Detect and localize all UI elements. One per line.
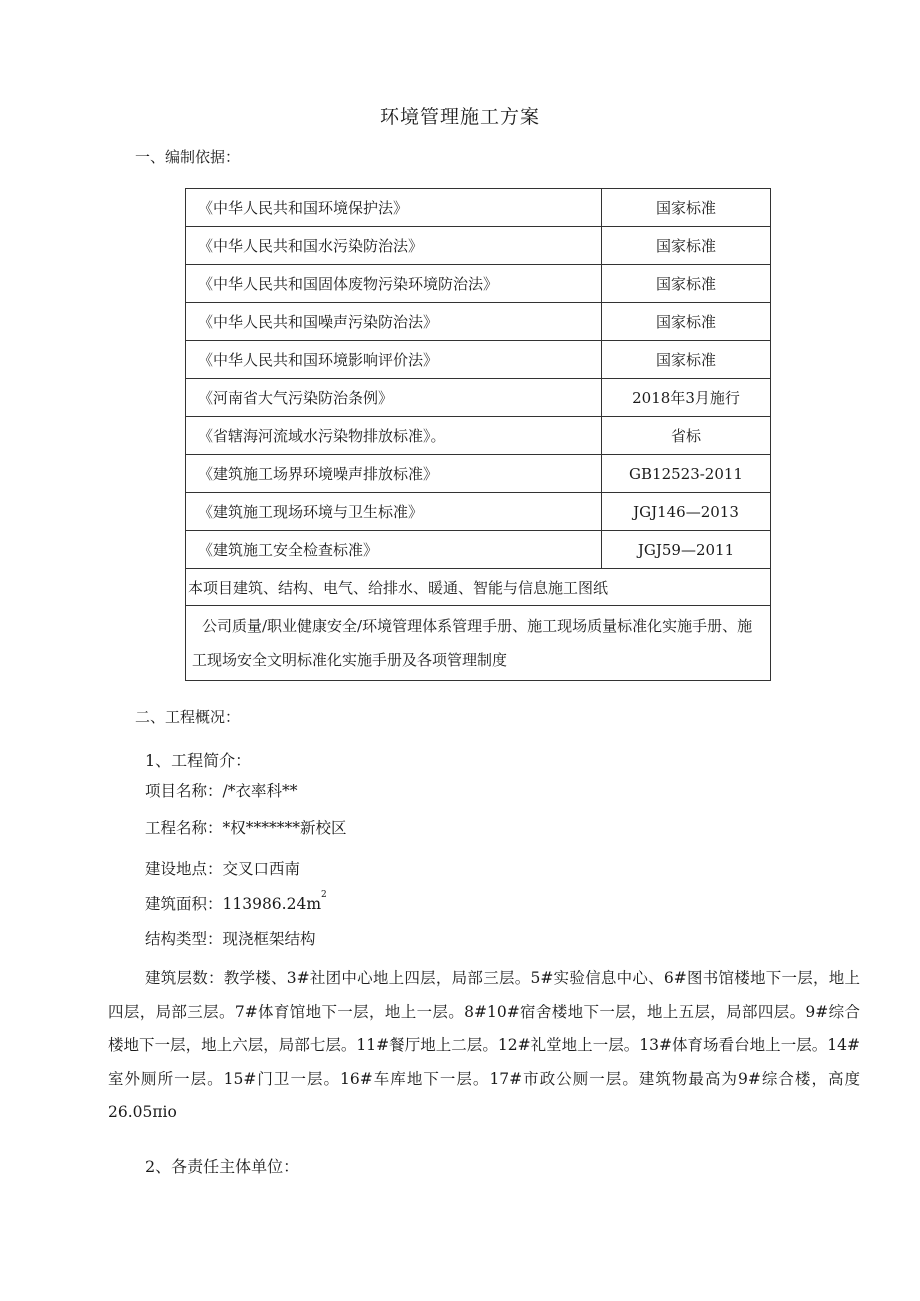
drawings-cell: 本项目建筑、结构、电气、给排水、暖通、智能与信息施工图纸 bbox=[186, 569, 771, 606]
standard-cell: GB12523-2011 bbox=[602, 455, 771, 493]
section-heading-overview: 二、工程概况： bbox=[135, 708, 241, 726]
section-heading-basis: 一、编制依据： bbox=[135, 148, 241, 166]
standard-cell: JGJ146—2013 bbox=[602, 493, 771, 531]
law-cell: 《河南省大气污染防治条例》 bbox=[186, 379, 602, 417]
floors-paragraph: 建筑层数：教学楼、3#社团中心地上四层，局部三层。5#实验信息中心、6#图书馆楼地下一层，地上四层，局部三层。7#体育馆地下一层，地上一层。8#10#宿舍楼地下一层，地上五层，局部四层。9#综合楼地下一层，地上六层，局部七层。11#餐厅地上二层。12#礼堂地上一层。13#体育场看台地上一层。14#室外厕所一层。15#门卫一层。16#车库地下一层。17#市政公厕一层。建筑物最高为9#综合楼，高度26.05πio bbox=[108, 969, 860, 1121]
structure-type: 结构类型：现浇框架结构 bbox=[145, 930, 316, 948]
standard-cell: 2018年3月施行 bbox=[602, 379, 771, 417]
standard-cell: JGJ59—2011 bbox=[602, 531, 771, 569]
standard-cell: 国家标准 bbox=[602, 227, 771, 265]
law-cell: 《中华人民共和国水污染防治法》 bbox=[186, 227, 602, 265]
building-area-value: 建筑面积：113986.24m bbox=[145, 895, 322, 913]
law-cell: 《中华人民共和国噪声污染防治法》 bbox=[186, 303, 602, 341]
standard-cell: 国家标准 bbox=[602, 341, 771, 379]
project-name: 项目名称：/*衣率科** bbox=[145, 782, 298, 800]
table-row bbox=[186, 493, 771, 531]
table-row bbox=[186, 227, 771, 265]
law-cell: 《建筑施工场界环境噪声排放标准》 bbox=[186, 455, 602, 493]
area-unit-exponent: 2 bbox=[321, 890, 327, 900]
table-row bbox=[186, 606, 771, 681]
table-row bbox=[186, 455, 771, 493]
table-row bbox=[186, 417, 771, 455]
table-row bbox=[186, 379, 771, 417]
basis-table bbox=[185, 188, 771, 681]
subheading-intro: 1、工程简介： bbox=[145, 751, 252, 770]
table-row bbox=[186, 265, 771, 303]
table-row bbox=[186, 531, 771, 569]
subheading-parties: 2、各责任主体单位： bbox=[145, 1157, 300, 1176]
law-cell: 《中华人民共和国环境保护法》 bbox=[186, 189, 602, 227]
law-cell: 《建筑施工现场环境与卫生标准》 bbox=[186, 493, 602, 531]
standard-cell: 国家标准 bbox=[602, 189, 771, 227]
table-row bbox=[186, 303, 771, 341]
law-cell: 《中华人民共和国固体废物污染环境防治法》 bbox=[186, 265, 602, 303]
engineering-name: 工程名称：*权*******新校区 bbox=[145, 819, 347, 837]
table-row bbox=[186, 341, 771, 379]
building-area bbox=[145, 892, 327, 914]
construction-location: 建设地点：交叉口西南 bbox=[145, 860, 301, 878]
law-cell: 《建筑施工安全检查标准》 bbox=[186, 531, 602, 569]
manuals-cell: 公司质量/职业健康安全/环境管理体系管理手册、施工现场质量标准化实施手册、施工现场安全文明标准化实施手册及各项管理制度 bbox=[186, 606, 771, 681]
law-cell: 《省辖海河流域水污染物排放标准》。 bbox=[186, 417, 602, 455]
table-row bbox=[186, 569, 771, 606]
page-title: 环境管理施工方案 bbox=[379, 106, 540, 128]
table-row bbox=[186, 189, 771, 227]
law-cell: 《中华人民共和国环境影响评价法》 bbox=[186, 341, 602, 379]
standard-cell: 国家标准 bbox=[602, 303, 771, 341]
standard-cell: 国家标准 bbox=[602, 265, 771, 303]
standard-cell: 省标 bbox=[602, 417, 771, 455]
